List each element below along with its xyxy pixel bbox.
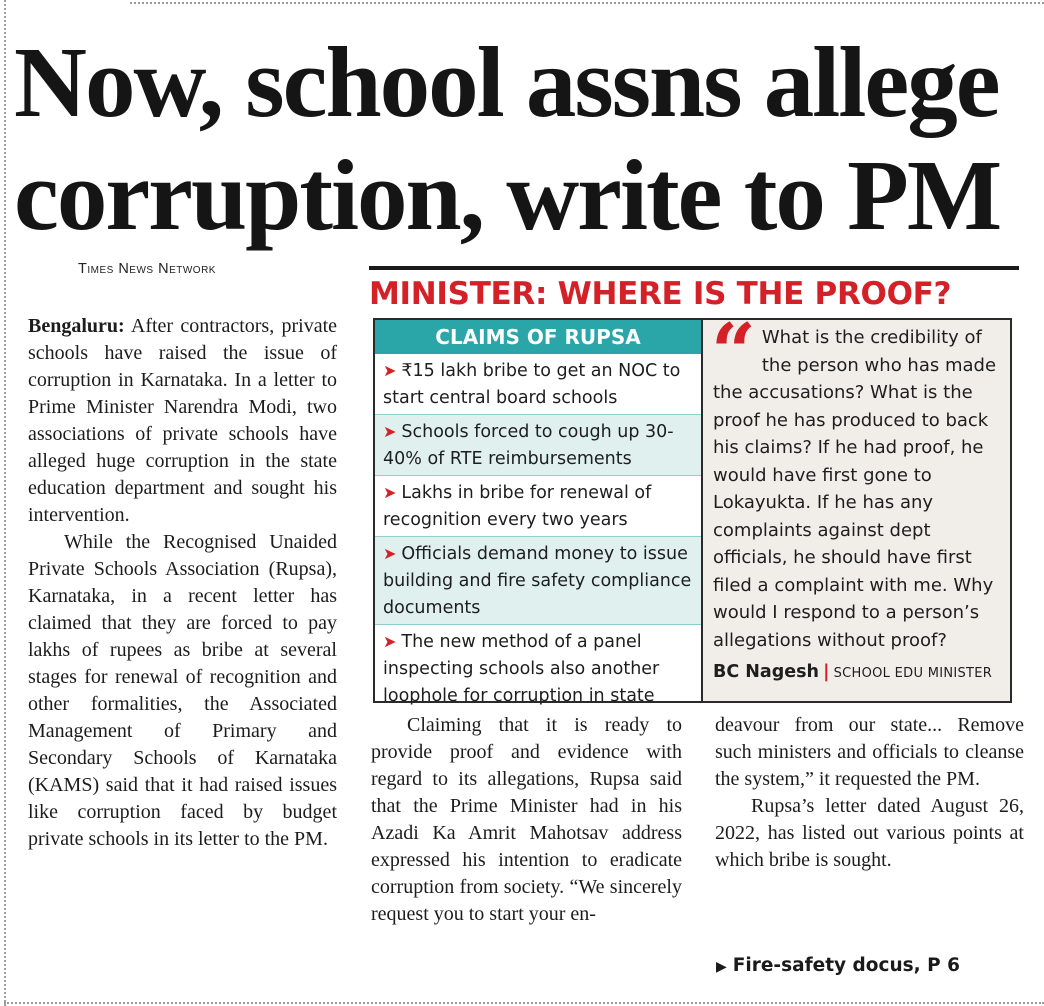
headline-line-2: corruption, write to PM [14,139,1001,251]
sidebar-title: MINISTER: WHERE IS THE PROOF? [369,266,1019,314]
sidebar-box [373,307,1012,706]
claim-item [375,415,701,476]
attribution-separator: | [823,660,830,682]
quote-title: SCHOOL EDU MINISTER [833,665,993,681]
article-paragraph: While the Recognised Unaided Private Schools Association (Rupsa), Karnataka, in a recent letter has claimed that they are forced to pay lakhs of rupees as bribe at several stages for renewal of recognition and other formalities, the Associated Management of Primary and Secondary Schools of Karnataka (KAMS) said that it had raised issues like corruption faced by budget private schools in its letter to the PM. [28,531,337,850]
article-paragraph: deavour from our state... Remove such ministers and officials to cleanse the system,” it requested the PM. [715,714,1024,790]
claim-text: Lakhs in bribe for renewal of recognition every two years [383,483,652,530]
claim-item [375,476,701,537]
quote-text: What is the credibility of the person who has made the accusations? What is the proof he has produced to back his claims? If he had proof, he would have first gone to Lokayukta. If he has any complaints against dept officials, he should have first filed a complaint with me. Why would I respond to a person’s allegations without proof? [713,327,997,651]
claim-text: Schools forced to cough up 30-40% of RTE reimbursements [383,422,674,469]
jump-label: Fire-safety docus, P 6 [732,955,960,976]
arrow-bullet-icon: ➤ [383,361,397,380]
claim-text: ₹15 lakh bribe to get an NOC to start central board schools [383,361,681,408]
quote-name: BC Nagesh [713,661,819,682]
claim-item [375,537,701,625]
claim-item [375,354,701,415]
arrow-bullet-icon: ➤ [383,544,397,563]
headline-line-1: Now, school assns allege [14,26,999,138]
article-column-1 [28,313,337,853]
article-column-3 [715,712,1024,874]
left-dotted-rule [4,0,6,1006]
claim-item [375,625,701,712]
quote-attribution [713,658,992,688]
paragraph-text: After contractors, private schools have raised the issue of corruption in Karnataka. In a letter to Prime Minister Narendra Modi, two associations of private schools have alleged huge corruption in the state education department and sought his intervention. [28,315,337,526]
byline: Times News Network [78,261,216,277]
claim-text: Officials demand money to issue building and fire safety compliance documents [383,544,692,618]
arrow-bullet-icon: ➤ [383,632,397,651]
headline [14,26,1038,252]
play-arrow-icon: ▶ [716,959,727,975]
arrow-bullet-icon: ➤ [383,483,397,502]
bottom-dotted-rule [4,1002,1044,1004]
arrow-bullet-icon: ➤ [383,422,397,441]
quote-mark-icon: “ [711,307,756,398]
top-dotted-rule [130,2,1044,4]
article-column-2 [371,712,682,928]
article-paragraph [28,313,337,529]
claim-text: The new method of a panel inspecting schools also another loophole for corruption in state [383,632,660,706]
article-paragraph: Rupsa’s letter dated August 26, 2022, has listed out various points at which bribe is sought. [715,795,1024,871]
dateline: Bengaluru: [28,315,125,337]
article-paragraph: Claiming that it is ready to provide proof and evidence with regard to its allegations, Rupsa said that the Prime Minister had in his Azadi Ka Amrit Mahotsav address expressed his intention to eradicate corruption from society. “We sincerely request you to start your en- [371,714,682,925]
minister-quote-panel [703,307,1010,701]
claims-panel [375,320,703,706]
claims-header: CLAIMS OF RUPSA [375,320,701,354]
jump-link[interactable] [716,955,960,976]
